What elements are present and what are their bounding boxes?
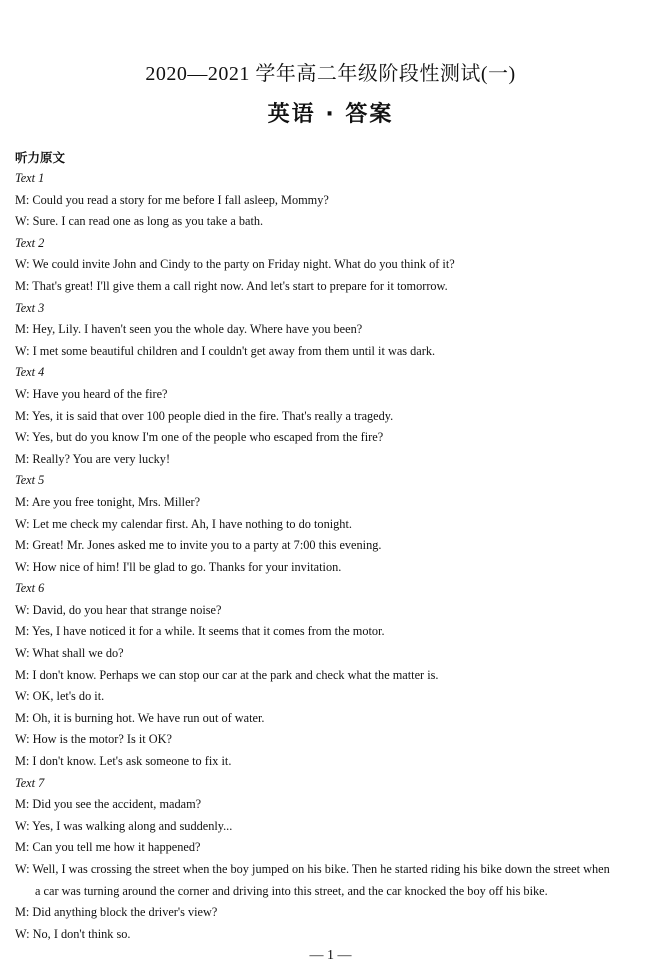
transcript-line: W: What shall we do? (15, 646, 124, 661)
transcript-line: M: I don't know. Perhaps we can stop our car at the park and check what the matter is. (15, 667, 439, 682)
transcript-line: M: Yes, I have noticed it for a while. It seems that it comes from the motor. (15, 624, 385, 639)
transcript-line: M: Can you tell me how it happened? (15, 840, 201, 855)
transcript-line: M: Are you free tonight, Mrs. Miller? (15, 494, 201, 509)
transcript-line: a car was turning around the corner and driving into this street, and the car knocked the boy off his bike. (35, 883, 548, 898)
transcript-line: W: How is the motor? Is it OK? (15, 732, 172, 747)
transcript-line: M: That's great! I'll give them a call right now. And let's start to prepare for it tomorrow. (15, 278, 448, 293)
section-heading: 听力原文 (15, 150, 66, 165)
transcript-line: W: I met some beautiful children and I couldn't get away from them until it was dark. (15, 343, 436, 358)
document-subtitle: 英语 · 答案 (267, 102, 394, 127)
transcript-line: W: David, do you hear that strange noise? (15, 602, 222, 617)
text-section-label: Text 5 (15, 473, 45, 488)
text-section-label: Text 4 (15, 365, 45, 380)
transcript-line: M: Oh, it is burning hot. We have run out of water. (15, 710, 265, 725)
transcript-line: M: Hey, Lily. I haven't seen you the whole day. Where have you been? (15, 322, 363, 337)
transcript-line: W: Yes, but do you know I'm one of the people who escaped from the fire? (15, 430, 384, 445)
text-section-label: Text 2 (15, 235, 45, 250)
transcript-line: W: Well, I was crossing the street when the boy jumped on his bike. Then he started riding his bike down the street when (15, 862, 610, 876)
transcript-line: W: No, I don't think so. (15, 926, 131, 941)
text-section-label: Text 7 (15, 775, 45, 790)
transcript-line: W: Yes, I was walking along and suddenly... (15, 818, 233, 833)
transcript-line: M: Did anything block the driver's view? (15, 905, 218, 920)
transcript-line: W: We could invite John and Cindy to the party on Friday night. What do you think of it? (15, 257, 455, 272)
transcript-line: W: How nice of him! I'll be glad to go. Thanks for your invitation. (15, 559, 342, 574)
transcript-line: M: Yes, it is said that over 100 people died in the fire. That's really a tragedy. (15, 408, 394, 423)
page-number: — 1 — (309, 948, 352, 963)
text-section-label: Text 1 (15, 171, 45, 185)
transcript-line: W: Sure. I can read one as long as you take a bath. (15, 214, 264, 229)
transcript-line: M: Great! Mr. Jones asked me to invite you to a party at 7:00 this evening. (15, 538, 382, 553)
transcript-body (15, 168, 655, 945)
transcript-line: M: Really? You are very lucky! (15, 451, 171, 466)
transcript-line: W: Let me check my calendar first. Ah, I have nothing to do tonight. (15, 516, 352, 531)
transcript-line: W: OK, let's do it. (15, 689, 105, 704)
transcript-line: M: Could you read a story for me before I fall asleep, Mommy? (15, 192, 329, 207)
text-section-label: Text 6 (15, 581, 45, 596)
text-section-label: Text 3 (15, 300, 45, 315)
document-title: 2020—2021 学年高二年级阶段性测试(一) (145, 63, 516, 85)
transcript-line: M: I don't know. Let's ask someone to fix it. (15, 754, 232, 769)
transcript-line: M: Did you see the accident, madam? (15, 797, 202, 812)
transcript-line: W: Have you heard of the fire? (15, 386, 168, 401)
